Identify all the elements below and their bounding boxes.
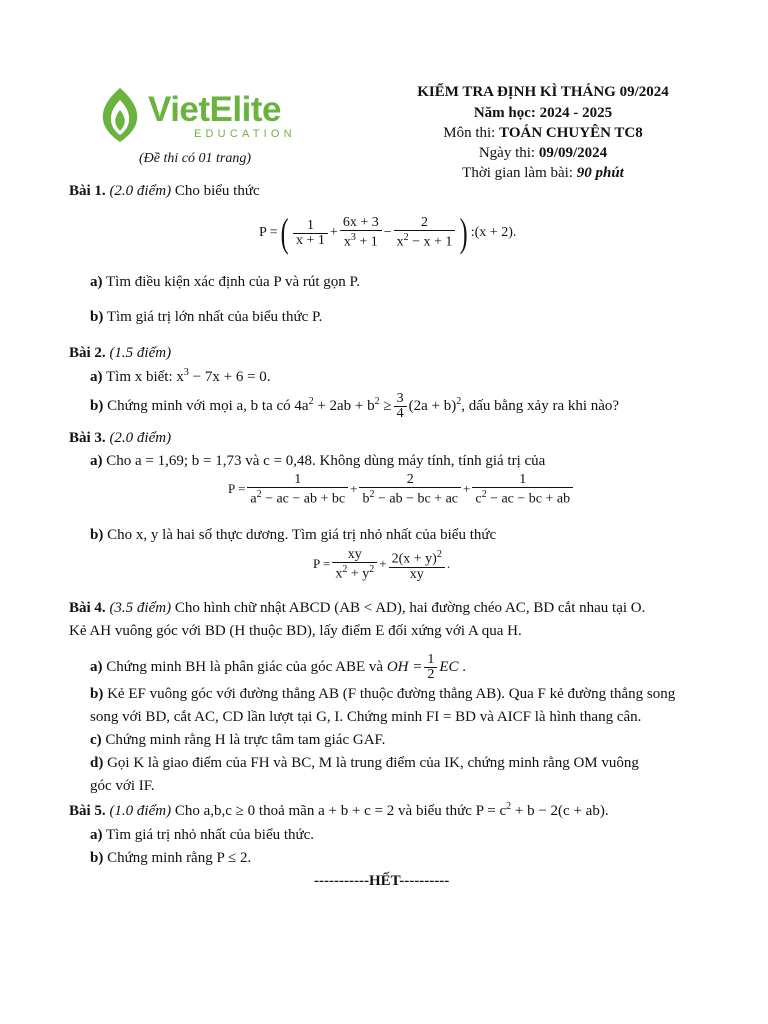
bai1-part-a [90, 274, 360, 291]
bai3-a-expression: P = $\frac{1}{a^2 - ac - ab + bc}$ + $\frac{2}{b^2 - ab - bc + ac}$ + $\frac{1}{c^2 - ac - bc + ab}$ [228, 473, 575, 507]
bai5-a-label: a) [90, 827, 103, 843]
bai5-b-text: Chứng minh rằng [107, 850, 213, 866]
subject-prefix: Môn thi: [443, 125, 496, 141]
bai1-intro: Cho biểu thức [174, 183, 260, 199]
bai3-part-a [90, 453, 545, 470]
bai4-part-c [90, 732, 385, 749]
brand-name: VietElite [148, 90, 281, 129]
exam-time-line [393, 165, 693, 182]
subject-name: TOÁN CHUYÊN TC8 [499, 125, 643, 141]
bai2-a-equation: $x^3 - 7x + 6 = 0$. [176, 367, 271, 385]
bai1-points: (2.0 điểm) [109, 183, 172, 199]
bai2-heading [69, 345, 171, 362]
bai5-intro: Cho [174, 803, 200, 819]
bai3-a-label: a) [90, 453, 103, 469]
bai1-a-label: a) [90, 274, 103, 290]
bai5-b-label: b) [90, 850, 104, 866]
bai2-b-text: Chứng minh với mọi a, b ta có [107, 397, 291, 414]
bai3-label: Bài 3. [69, 430, 106, 446]
bai4-b-label: b) [90, 686, 104, 702]
bai4-label: Bài 4. [69, 600, 106, 616]
bai4-part-b [90, 686, 675, 703]
bai2-part-b [90, 392, 619, 421]
bai1-label: Bài 1. [69, 183, 106, 199]
flame-leaf-icon [94, 86, 146, 144]
exam-date: 09/09/2024 [538, 145, 608, 161]
bai4-points: (3.5 điểm) [109, 600, 172, 616]
bai5-heading [69, 801, 609, 820]
bai2-b-inequality: $4a^2 + 2ab + b^2$ ≥ $\frac{3}{4}$ $(2a + b)^2$ [294, 391, 462, 421]
bai4-a-formula: OH = $\frac{1}{2}$ EC [386, 652, 459, 682]
bai1-b-label: b) [90, 309, 104, 325]
bai4-b-line2: song với BD, cắt AC, CD lần lượt tại G, I. Chứng minh FI = BD và AICF là hình thang cân. [90, 709, 642, 725]
bai2-b-label: b) [90, 397, 104, 414]
bai1-b-text: Tìm giá trị lớn nhất của biểu thức P. [106, 309, 323, 325]
bai3-heading [69, 430, 171, 447]
bai4-d-line2: góc với IF. [90, 778, 155, 794]
bai3-b-expression: P = $\frac{xy}{x^2 + y^2}$ + $\frac{2(x + y)^2}{xy}$ . [313, 547, 451, 582]
bai5-label: Bài 5. [69, 803, 106, 819]
bai1-part-b [90, 309, 322, 326]
time-prefix: Thời gian làm bài: [462, 165, 573, 181]
bai2-a-text: Tìm x biết: [105, 369, 173, 385]
bai4-d-line1: Gọi K là giao điểm của FH và BC, M là trung điểm của IK, chứng minh rằng OM vuông [107, 755, 639, 771]
logo [94, 86, 304, 146]
bai2-a-label: a) [90, 369, 103, 385]
bai3-points: (2.0 điểm) [109, 430, 172, 446]
page-count-note: (Đề thi có 01 trang) [139, 151, 251, 166]
subject-line [393, 125, 693, 142]
bai1-a-text: Tìm điều kiện xác định của P và rút gọn P. [105, 274, 360, 290]
school-year: Năm học: 2024 - 2025 [473, 105, 613, 121]
brand-tagline: EDUCATION [194, 128, 296, 140]
bai5-mid: thoả mãn [258, 803, 315, 819]
bai4-heading [69, 600, 645, 617]
bai5-b-inequality: P ≤ 2. [216, 850, 252, 866]
bai5-a-text: Tìm giá trị nhỏ nhất của biểu thức. [105, 827, 315, 843]
bai2-b-tail: , dấu bằng xảy ra khi nào? [461, 397, 620, 414]
bai3-part-b [90, 527, 496, 544]
bai4-line1: Cho hình chữ nhật ABCD (AB < AD), hai đường chéo AC, BD cắt nhau tại O. [174, 600, 646, 616]
bai3-b-text: Cho x, y là hai số thực dương. Tìm giá trị nhỏ nhất của biểu thức [107, 527, 497, 543]
bai4-part-a: a) Chứng minh BH là phân giác của góc ABE và OH = $\frac{1}{2}$ EC . [90, 652, 467, 682]
end-marker: -----------HẾT---------- [314, 873, 450, 889]
bai4-part-d [90, 755, 639, 772]
bai1-heading [69, 183, 260, 200]
bai1-expression: P =( $\frac{1}{x + 1}$ + $\frac{6x + 3}{x^3 + 1}$ − $\frac{2}{x^2 - x + 1}$ ) :(x + 2). [259, 210, 517, 255]
bai2-label: Bài 2. [69, 345, 106, 361]
bai5-points: (1.0 điểm) [109, 803, 172, 819]
bai4-a-text: Chứng minh BH là phân giác của góc ABE và [106, 658, 384, 675]
bai4-d-label: d) [90, 755, 104, 771]
bai3-b-label: b) [90, 527, 104, 543]
bai5-part-b [90, 850, 251, 867]
exam-time: 90 phút [576, 165, 624, 181]
bai4-c-text: Chứng minh rằng H là trực tâm tam giác GAF. [105, 732, 386, 748]
bai5-sum: a + b + c = 2 [318, 803, 395, 819]
bai5-expression: $P = c^2 + b - 2(c + ab)$. [475, 801, 609, 819]
bai2-points: (1.5 điểm) [109, 345, 172, 361]
bai5-condition: a,b,c ≥ 0 [203, 803, 256, 819]
bai2-part-a [90, 367, 271, 386]
bai5-mid2: và biểu thức [398, 803, 472, 819]
bai3-a-text: Cho a = 1,69; b = 1,73 và c = 0,48. Không dùng máy tính, tính giá trị của [106, 453, 546, 469]
bai4-a-label: a) [90, 658, 103, 675]
exam-title: KIỂM TRA ĐỊNH KÌ THÁNG 09/2024 [417, 84, 669, 100]
bai5-part-a [90, 827, 314, 844]
date-prefix: Ngày thi: [478, 145, 536, 161]
bai4-line2: Kẻ AH vuông góc với BD (H thuộc BD), lấy điểm E đối xứng với A qua H. [69, 623, 522, 639]
exam-date-line [393, 145, 693, 162]
bai4-b-line1: Kẻ EF vuông góc với đường thẳng AB (F thuộc đường thẳng AB). Qua F kẻ đường thẳng song [107, 686, 676, 702]
bai4-c-label: c) [90, 732, 102, 748]
